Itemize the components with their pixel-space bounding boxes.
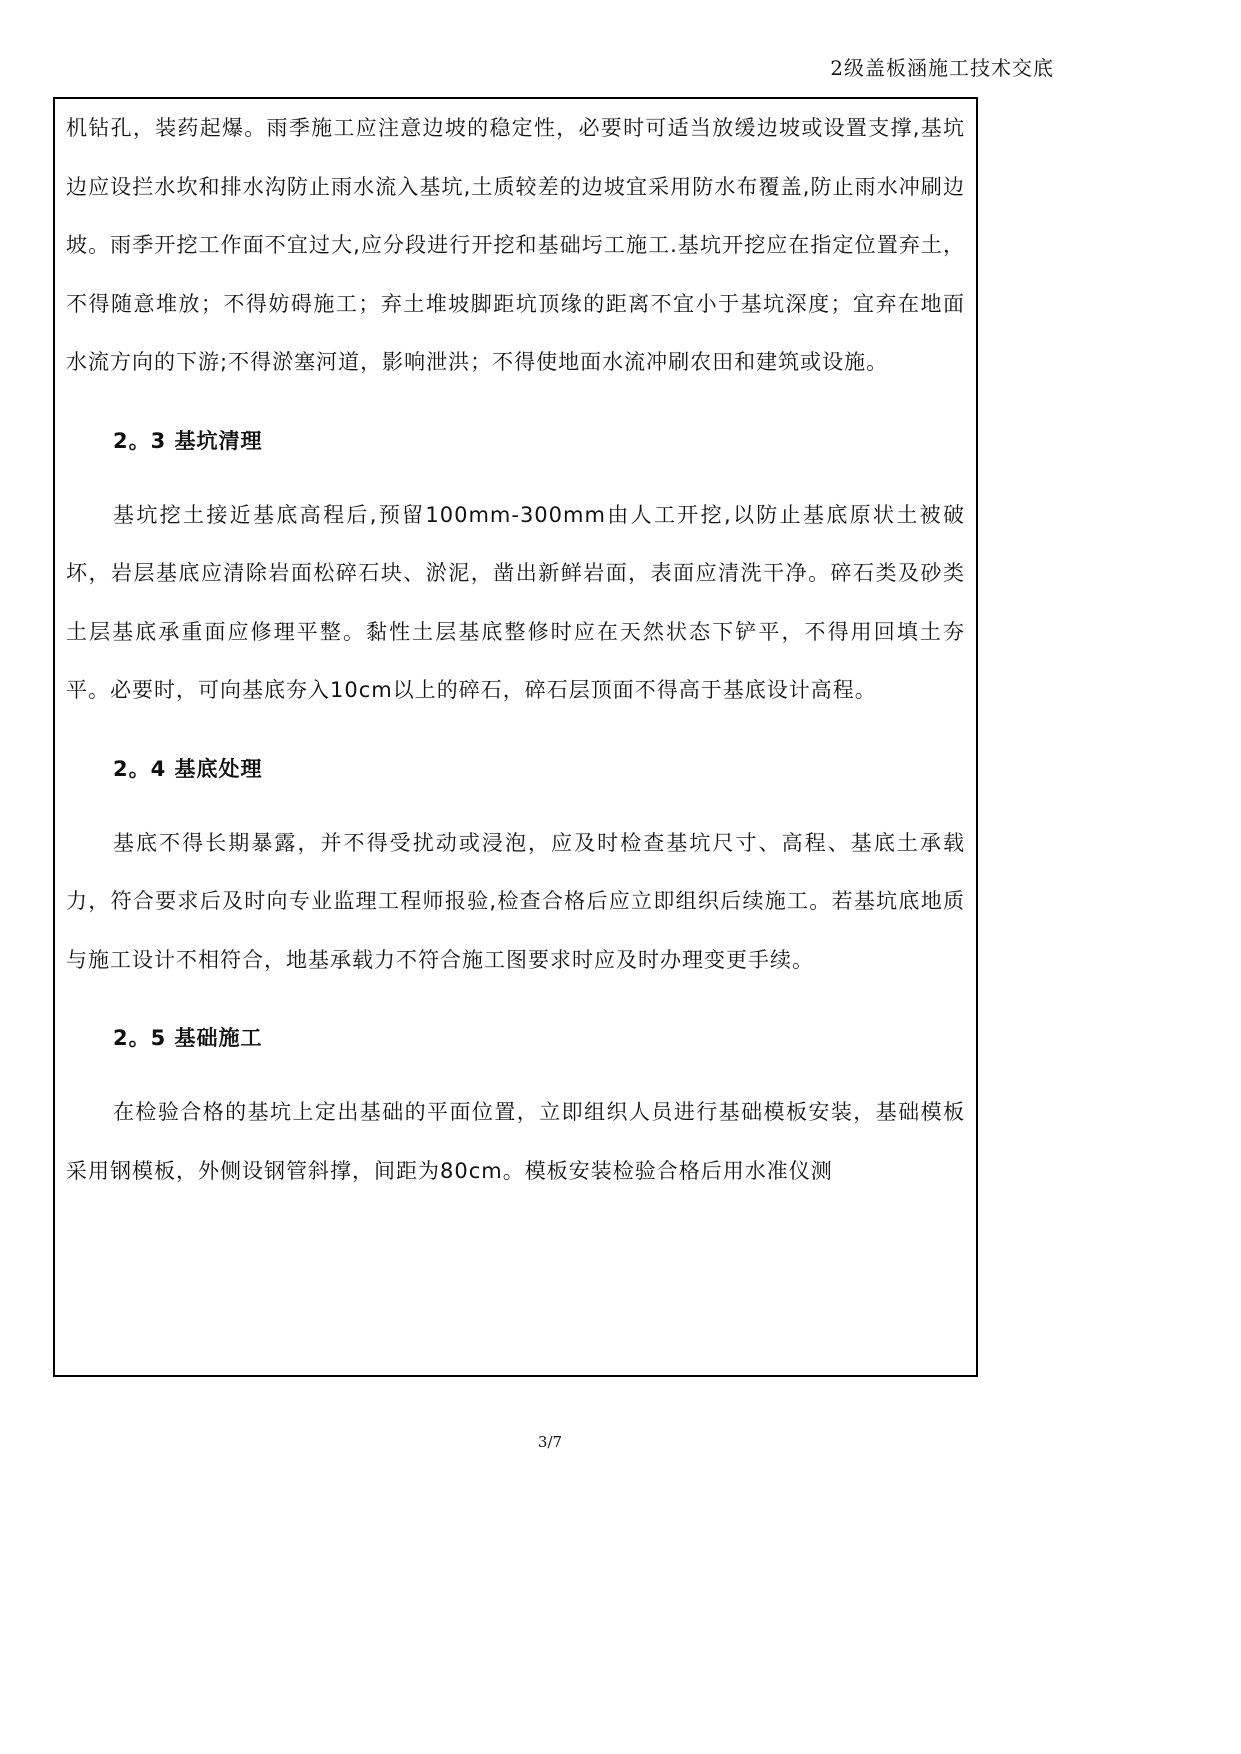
section-gap — [66, 1067, 965, 1083]
section-heading-2-4: 2。4 基底处理 — [113, 756, 263, 781]
section-gap — [66, 989, 965, 1009]
section-gap — [66, 798, 965, 814]
section-heading-2-3: 2。3 基坑清理 — [113, 428, 263, 453]
section-gap — [66, 392, 965, 412]
section-paragraph-2-3: 基坑挖土接近基底高程后,预留100mm-300mm由人工开挖,以防止基底原状土被破坏，岩层基底应清除岩面松碎石块、淤泥，凿出新鲜岩面，表面应清洗干净。碎石类及砂类土层基底承重面应修理平整。黏性土层基底整修时应在天然状态下铲平，不得用回填土夯平。必要时，可向基底夯入10cm以上的碎石，碎石层顶面不得高于基底设计高程。 — [66, 502, 965, 702]
document-header-title: 2级盖板涵施工技术交底 — [830, 56, 1054, 80]
section-heading-2-5: 2。5 基础施工 — [113, 1026, 263, 1050]
section-gap — [66, 720, 965, 740]
section-gap — [66, 470, 965, 486]
content-body — [66, 99, 965, 1200]
page-number: 3/7 — [537, 1433, 563, 1451]
section-paragraph-2-4: 基底不得长期暴露，并不得受扰动或浸泡，应及时检查基坑尺寸、高程、基底土承载力，符合要求后及时向专业监理工程师报验,检查合格后应立即组织后续施工。若基坑底地质与施工设计不相符合，地基承载力不符合施工图要求时应及时办理变更手续。 — [66, 830, 965, 972]
section-paragraph-2-5: 在检验合格的基坑上定出基础的平面位置，立即组织人员进行基础模板安装，基础模板采用钢模板，外侧设钢管斜撑，间距为80cm。模板安装检验合格后用水准仪测 — [66, 1100, 965, 1183]
content-frame — [53, 97, 978, 1377]
intro-paragraph: 机钻孔，装药起爆。雨季施工应注意边坡的稳定性，必要时可适当放缓边坡或设置支撑,基坑边应设拦水坎和排水沟防止雨水流入基坑,土质较差的边坡宜采用防水布覆盖,防止雨水冲刷边坡。雨季开挖工作面不宜过大,应分段进行开挖和基础圬工施工.基坑开挖应在指定位置弃土，不得随意堆放；不得妨碍施工；弃土堆坡脚距坑顶缘的距离不宜小于基坑深度；宜弃在地面水流方向的下游;不得淤塞河道，影响泄洪；不得使地面水流冲刷农田和建筑或设施。 — [66, 116, 965, 374]
